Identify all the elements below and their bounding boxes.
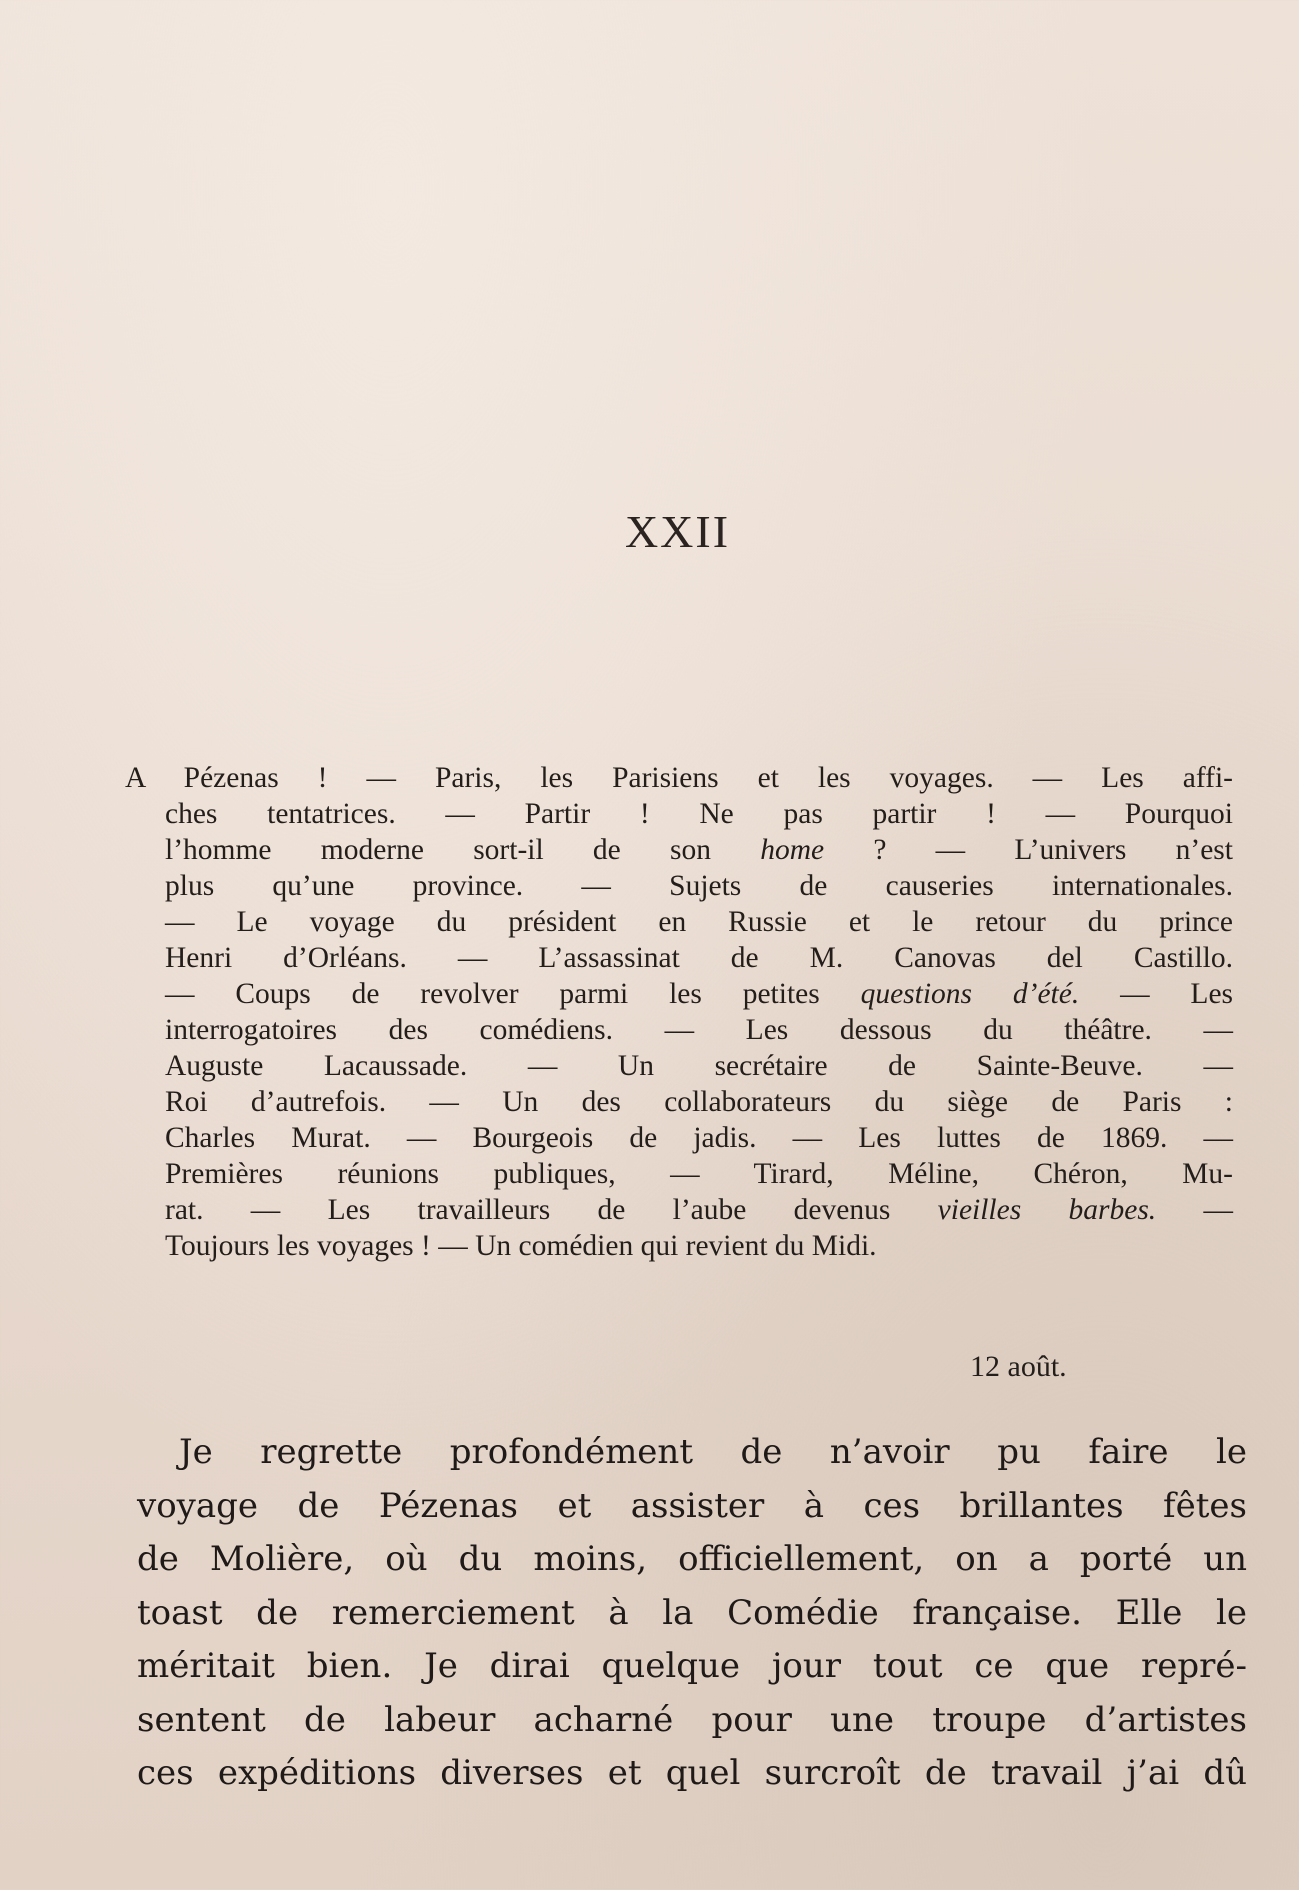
summary-line: Charles Murat. — Bourgeois de jadis. — Les luttes de 1869. — [165, 1122, 1233, 1154]
summary-line: Auguste Lacaussade. — Un secrétaire de Sainte-Beuve. — [165, 1050, 1233, 1082]
summary-line: rat. — Les travailleurs de l’aube devenus vieilles barbes. — [165, 1194, 1233, 1226]
body-line: voyage de Pézenas et assister à ces brillantes fêtes [137, 1485, 1247, 1526]
body-line: toast de remerciement à la Comédie française. Elle le [137, 1592, 1247, 1633]
summary-line: — Le voyage du président en Russie et le retour du prince [165, 906, 1233, 938]
body-line: de Molière, où du moins, officiellement, on a porté un [137, 1539, 1247, 1579]
italic-phrase: vieilles barbes. [937, 1194, 1157, 1226]
body-line: Je regrette profondément de n’avoir pu faire le [179, 1432, 1247, 1472]
chapter-heading: XXII [624, 506, 731, 557]
chapter-summary [125, 760, 1233, 1264]
summary-line: Premières réunions publiques, — Tirard, Méline, Chéron, Mu- [165, 1158, 1233, 1190]
summary-line: — Coups de revolver parmi les petites questions d’été. — Les [165, 978, 1234, 1010]
summary-line: Roi d’autrefois. — Un des collaborateurs du siège de Paris : [165, 1086, 1233, 1118]
summary-line: plus qu’une province. — Sujets de causeries internationales. [165, 870, 1233, 902]
italic-word: home [760, 834, 825, 866]
body-line: sentent de labeur acharné pour une troupe d’artistes [137, 1699, 1247, 1740]
body-line: méritait bien. Je dirai quelque jour tout ce que repré- [137, 1646, 1247, 1686]
entry-date: 12 août. [970, 1350, 1067, 1383]
italic-phrase: questions d’été. [860, 978, 1080, 1010]
summary-line: Toujours les voyages ! — Un comédien qui revient du Midi. [165, 1230, 877, 1262]
summary-line: interrogatoires des comédiens. — Les dessous du théâtre. — [165, 1014, 1233, 1046]
body-line: ces expéditions diverses et quel surcroît de travail j’ai dû [137, 1753, 1247, 1793]
summary-line: l’homme moderne sort-il de son home ? — L’univers n’est [165, 834, 1233, 866]
body-paragraph [137, 1426, 1247, 1801]
summary-line: Henri d’Orléans. — L’assassinat de M. Canovas del Castillo. [165, 942, 1233, 974]
summary-line: ches tentatrices. — Partir ! Ne pas partir ! — Pourquoi [165, 798, 1233, 830]
summary-line: A Pézenas ! — Paris, les Parisiens et les voyages. — Les affi- [125, 762, 1233, 794]
